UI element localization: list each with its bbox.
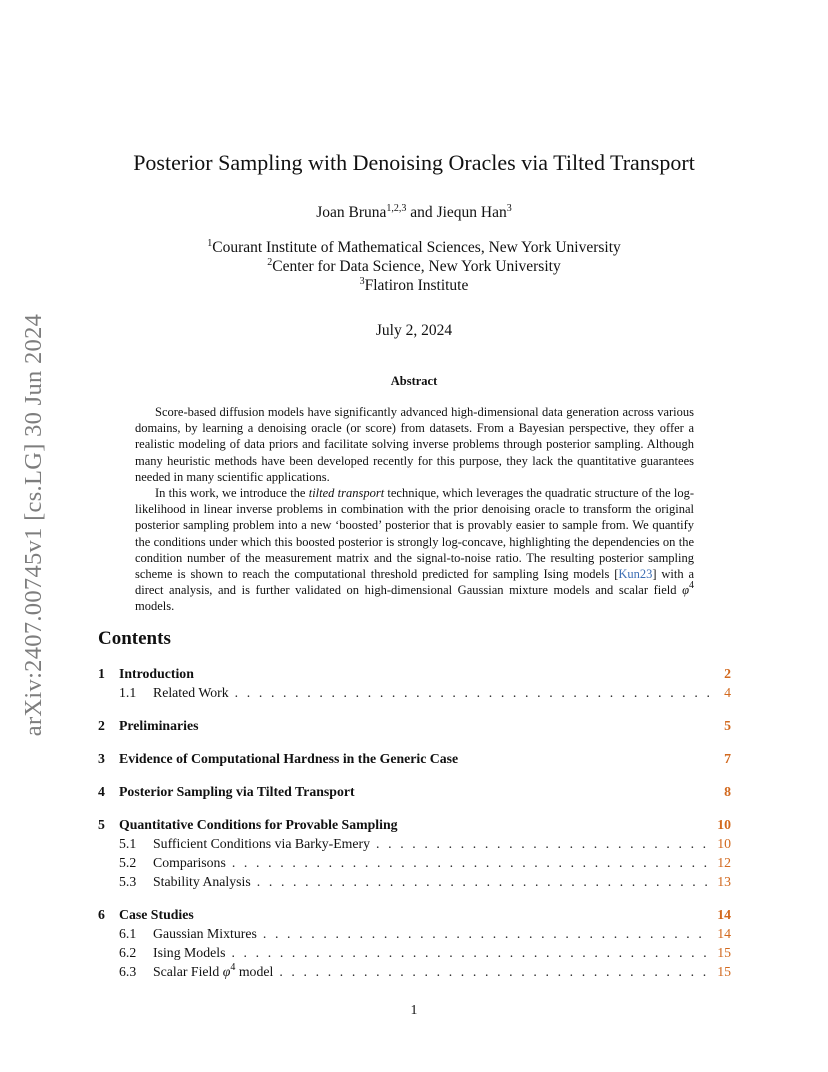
arxiv-identifier-text: arXiv:2407.00745v1 [cs.LG] 30 Jun 2024 [20, 313, 47, 737]
toc-title: Quantitative Conditions for Provable Sampling [119, 817, 398, 832]
toc-subsection[interactable] [98, 926, 731, 945]
toc-page-link[interactable]: 10 [717, 836, 731, 851]
toc-number: 6.1 [119, 926, 137, 941]
toc-page-link[interactable]: 4 [724, 685, 731, 700]
abstract-heading: Abstract [390, 374, 438, 388]
toc-number: 3 [98, 751, 105, 766]
affiliation-text: Flatiron Institute [364, 277, 469, 294]
toc-section[interactable] [98, 907, 731, 926]
affiliation-line [0, 238, 828, 257]
toc-page-link[interactable]: 10 [717, 817, 731, 832]
toc-title: Introduction [119, 666, 194, 681]
toc-title: Posterior Sampling via Tilted Transport [119, 784, 355, 799]
affiliation-line [0, 276, 828, 295]
toc-number: 6.3 [119, 964, 137, 979]
toc-title: Related Work [153, 685, 229, 700]
toc-number: 5.1 [119, 836, 137, 851]
author-name: Jiequn Han [436, 204, 507, 221]
affiliation-text: Courant Institute of Mathematical Sciences, New York University [212, 239, 621, 256]
toc-subsection[interactable] [98, 855, 731, 874]
math-exponent: 4 [689, 580, 694, 592]
toc-title-text: Scalar Field [153, 964, 223, 979]
toc-title: Case Studies [119, 907, 194, 922]
toc-leader-dots [263, 926, 711, 942]
abstract-text: models. [135, 599, 175, 614]
arxiv-identifier [14, 290, 54, 760]
abstract-text: technique, which leverages the quadratic structure of the log-likelihood in linear inverse problems in combination with the prior denoising oracle to transform the original posterior sampling problem into a new ‘boosted’ posterior that is provably easier to sample from. We quantify the conditions under which this boosted posterior is strongly log-concave, highlighting the dependencies on the condition number of the measurement matrix and the signal-to-noise ratio. The resulting posterior sampling scheme is shown to reach the computational threshold predicted for sampling Ising models [ [135, 486, 695, 582]
toc-number: 1 [98, 666, 105, 681]
toc-subsection[interactable] [98, 874, 731, 893]
toc-page-link[interactable]: 14 [717, 926, 731, 941]
toc-leader-dots [257, 874, 711, 890]
math-phi: φ [682, 583, 689, 598]
toc-leader-dots [376, 836, 711, 852]
affiliation-mark: 3 [359, 276, 365, 287]
toc-section[interactable] [98, 817, 731, 836]
toc-page-link[interactable]: 12 [717, 855, 731, 870]
toc-page-link[interactable]: 13 [717, 874, 731, 889]
toc-leader-dots [235, 685, 711, 701]
toc-page-link[interactable]: 2 [724, 666, 731, 681]
author-conjunction: and [406, 204, 437, 221]
affiliation-mark: 1 [207, 238, 213, 249]
abstract-text: ] with a direct analysis, and is further validated on high-dimensional Gaussian mixture models and scalar field [135, 567, 694, 598]
toc-subsection[interactable] [98, 685, 731, 704]
toc-subsection[interactable] [98, 964, 731, 983]
toc-number: 1.1 [119, 685, 137, 700]
publication-date: July 2, 2024 [375, 322, 453, 339]
toc-leader-dots [232, 855, 711, 871]
toc-number: 5 [98, 817, 105, 832]
toc-title: Gaussian Mixtures [153, 926, 257, 941]
toc-subsection[interactable] [98, 945, 731, 964]
toc-page-link[interactable]: 15 [717, 945, 731, 960]
page-number: 1 [410, 1002, 418, 1017]
citation-link[interactable]: Kun23 [618, 567, 653, 582]
contents-heading: Contents [98, 628, 171, 649]
toc-title: Preliminaries [119, 718, 199, 733]
affiliation-line [0, 257, 828, 276]
toc-title: Evidence of Computational Hardness in the Generic Case [119, 751, 459, 766]
toc-title-text: model [235, 964, 274, 979]
toc-title: Stability Analysis [153, 874, 251, 889]
math-phi: φ [222, 964, 231, 979]
table-of-contents [98, 666, 731, 983]
toc-page-link[interactable]: 8 [724, 784, 731, 799]
toc-number: 5.3 [119, 874, 137, 889]
toc-section[interactable] [98, 718, 731, 737]
toc-leader-dots [279, 964, 711, 980]
toc-number: 4 [98, 784, 105, 799]
math-exponent: 4 [230, 962, 236, 973]
toc-section[interactable] [98, 784, 731, 803]
abstract-paragraph: Score-based diffusion models have significantly advanced high-dimensional data generation across various domains, by learning a denoising oracle (or score) from datasets. From a Bayesian perspective, they offer a realistic modeling of data priors and facilitate solving inverse problems through posterior sampling. Although many heuristic methods have been developed recently for this purpose, they lack the quantitative guarantees needed in many scientific applications. [135, 405, 694, 484]
toc-title: Comparisons [153, 855, 226, 870]
author-affil-marks: 3 [506, 203, 512, 214]
author-affil-marks: 1,2,3 [386, 203, 407, 214]
paper-title: Posterior Sampling with Denoising Oracles via Tilted Transport [133, 150, 695, 175]
toc-section[interactable] [98, 751, 731, 770]
toc-subsection[interactable] [98, 836, 731, 855]
affiliation-mark: 2 [267, 257, 273, 268]
toc-title: Ising Models [153, 945, 226, 960]
toc-section[interactable] [98, 666, 731, 685]
toc-page-link[interactable]: 14 [717, 907, 731, 922]
abstract-body [135, 404, 694, 615]
toc-page-link[interactable]: 5 [724, 718, 731, 733]
abstract-paragraph [135, 485, 694, 615]
toc-title: Sufficient Conditions via Barky-Emery [153, 836, 371, 851]
toc-page-link[interactable]: 15 [717, 964, 731, 979]
toc-number: 6.2 [119, 945, 137, 960]
affiliation-text: Center for Data Science, New York University [272, 258, 561, 275]
abstract-text: In this work, we introduce the [155, 486, 309, 501]
toc-page-link[interactable]: 7 [724, 751, 731, 766]
toc-number: 6 [98, 907, 105, 922]
toc-title [153, 964, 273, 980]
author-name: Joan Bruna [316, 204, 387, 221]
toc-leader-dots [231, 945, 711, 961]
affiliations [0, 238, 828, 295]
abstract-emphasis: tilted transport [308, 486, 385, 501]
toc-number: 2 [98, 718, 105, 733]
author-list [0, 204, 828, 222]
toc-number: 5.2 [119, 855, 137, 870]
